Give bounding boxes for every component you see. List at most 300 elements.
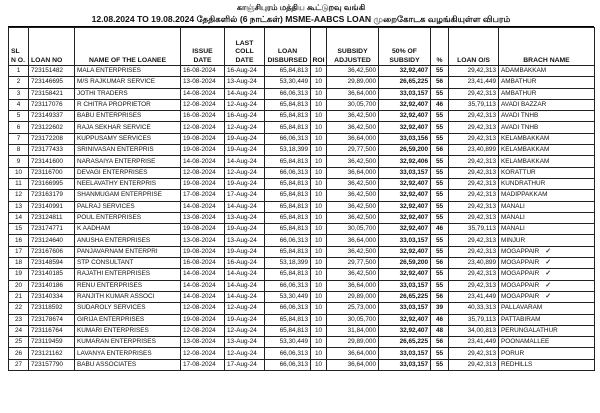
cell-loan-no-text: 723119459 [31, 338, 63, 346]
cell-branch [499, 269, 595, 280]
cell-half-subsidy-text: 32,92,407 [399, 225, 428, 233]
cell-branch [499, 178, 595, 189]
cell-half-subsidy-text: 32,92,407 [399, 247, 428, 255]
cell-roi [311, 314, 327, 325]
cell-issue-date [181, 167, 225, 178]
cell-loanee-name [75, 269, 181, 280]
cell-branch-text: MADIPPAKKAM [501, 191, 548, 199]
cell-loanee-name [75, 77, 181, 88]
cell-branch-text: MOGAPPAIR [501, 293, 540, 301]
table-row [9, 77, 595, 88]
cell-loan-disbursed [265, 145, 311, 156]
cell-half-subsidy-text: 32,92,407 [399, 270, 428, 278]
cell-percent [431, 235, 449, 246]
cell-loanee-name [75, 314, 181, 325]
table-row [9, 325, 595, 336]
loan-table [8, 27, 595, 371]
cell-percent-text: 55 [435, 214, 444, 221]
cell-last-coll-date-text: 13-Aug-24 [227, 236, 257, 244]
cell-roi-text: 10 [314, 315, 323, 323]
cell-half-subsidy-text: 33,03,157 [399, 168, 428, 176]
cell-subsidy-adjusted [327, 269, 379, 280]
cell-issue-date [181, 325, 225, 336]
cell-subsidy-adjusted-text: 36,64,000 [347, 349, 376, 357]
cell-percent-text: 55 [435, 247, 444, 255]
cell-loan-disbursed [265, 303, 311, 314]
cell-roi-text: 10 [314, 101, 323, 109]
cell-roi-text: 10 [314, 134, 323, 142]
cell-half-subsidy [379, 235, 431, 246]
cell-loan-disbursed [265, 325, 311, 336]
cell-subsidy-adjusted [327, 66, 379, 77]
cell-sl-no [9, 190, 29, 201]
cell-issue-date-text: 13-08-2024 [183, 214, 216, 221]
cell-loan-disbursed [265, 133, 311, 144]
check-mark-icon: ✓ [545, 281, 552, 289]
cell-issue-date-text: 19-08-2024 [183, 146, 216, 154]
cell-issue-date-text: 12-08-2024 [183, 123, 216, 131]
cell-loanee-name [75, 99, 181, 110]
cell-last-coll-date [225, 99, 265, 110]
cell-half-subsidy-text: 32,92,407 [399, 202, 428, 210]
cell-percent [431, 314, 449, 325]
cell-loanee-name [75, 167, 181, 178]
cell-percent-text: 55 [435, 134, 444, 142]
cell-branch [499, 348, 595, 359]
cell-half-subsidy [379, 212, 431, 223]
cell-loan-no [29, 190, 75, 201]
cell-loan-os-text: 35,79,113 [468, 101, 496, 109]
cell-sl-no-text: 1 [16, 67, 21, 75]
cell-half-subsidy [379, 359, 431, 370]
cell-roi [311, 246, 327, 257]
cell-branch [499, 235, 595, 246]
cell-last-coll-date [225, 314, 265, 325]
cell-half-subsidy-text: 33,03,156 [399, 134, 428, 142]
cell-half-subsidy-text: 26,59,200 [399, 259, 428, 267]
cell-loan-no [29, 111, 75, 122]
cell-half-subsidy-text: 26,65,225 [399, 293, 428, 301]
cell-sl-no [9, 122, 29, 133]
cell-half-subsidy [379, 190, 431, 201]
cell-loan-os-text: 23,40,899 [467, 146, 496, 154]
cell-last-coll-date [225, 303, 265, 314]
cell-issue-date-text: 19-08-2024 [183, 180, 216, 188]
col-header-subsidy-adjusted: SUBSIDY ADJUSTED [327, 28, 379, 66]
cell-loan-no-text: 723177433 [31, 146, 63, 154]
cell-sl-no-text: 23 [14, 315, 23, 323]
cell-loan-os [449, 111, 499, 122]
cell-loan-os-text: 23,41,449 [467, 293, 496, 301]
col-header-loan-no: LOAN NO [29, 28, 75, 66]
cell-subsidy-adjusted-text: 36,42,500 [347, 112, 376, 120]
cell-loan-os [449, 167, 499, 178]
cell-percent-text: 55 [435, 270, 444, 278]
cell-roi-text: 10 [314, 123, 323, 131]
cell-loan-no [29, 235, 75, 246]
cell-subsidy-adjusted [327, 246, 379, 257]
cell-loan-os [449, 269, 499, 280]
cell-branch [499, 224, 595, 235]
cell-subsidy-adjusted [327, 145, 379, 156]
cell-percent-text: 55 [435, 281, 444, 289]
report-subtitle: 12.08.2024 TO 19.08.2024 தேதிகளில் (6 நாட்கள்) MSME-AABCS LOAN முறைகோடக வழங்கியுள்ள விபரம் [8, 14, 594, 27]
cell-issue-date [181, 156, 225, 167]
cell-loan-os-text: 23,40,899 [467, 259, 496, 267]
cell-loan-no-text: 723140991 [31, 202, 63, 210]
cell-last-coll-date [225, 359, 265, 370]
cell-last-coll-date [225, 280, 265, 291]
document-sheet [8, 0, 594, 371]
cell-loanee-name-text: K AADHAM [77, 225, 111, 233]
cell-branch [499, 77, 595, 88]
cell-branch [499, 258, 595, 269]
cell-roi [311, 99, 327, 110]
cell-loan-disbursed [265, 359, 311, 370]
cell-loanee-name-text: KUMARAN ENTERPRISES [77, 338, 156, 346]
cell-subsidy-adjusted [327, 314, 379, 325]
cell-issue-date [181, 314, 225, 325]
cell-loan-disbursed [265, 77, 311, 88]
cell-loanee-name-text: KUMARI ENTERPRISES [77, 326, 149, 334]
cell-percent [431, 258, 449, 269]
cell-half-subsidy-text: 33,03,157 [399, 236, 428, 244]
cell-loan-disbursed-text: 66,06,313 [279, 89, 308, 97]
cell-loan-no [29, 280, 75, 291]
cell-issue-date-text: 17-08-2024 [183, 191, 216, 199]
cell-loan-os [449, 280, 499, 291]
cell-percent [431, 66, 449, 77]
cell-subsidy-adjusted-text: 36,42,500 [347, 157, 376, 165]
table-row [9, 246, 595, 257]
cell-roi [311, 66, 327, 77]
cell-roi-text: 10 [314, 214, 323, 221]
cell-loanee-name-text: SUDAROLY SERVICES [77, 304, 146, 312]
cell-half-subsidy-text: 33,03,157 [399, 360, 428, 368]
cell-loan-disbursed [265, 246, 311, 257]
cell-loan-os [449, 235, 499, 246]
cell-subsidy-adjusted-text: 36,42,500 [347, 202, 376, 210]
cell-subsidy-adjusted [327, 133, 379, 144]
cell-roi-text: 10 [314, 236, 323, 244]
cell-roi [311, 348, 327, 359]
cell-sl-no [9, 348, 29, 359]
cell-half-subsidy-text: 33,03,157 [399, 281, 428, 289]
cell-loan-os-text: 23,41,449 [467, 78, 496, 86]
table-row [9, 348, 595, 359]
cell-roi-text: 10 [314, 304, 323, 312]
cell-roi-text: 10 [314, 180, 323, 188]
col-header-percent: % [431, 28, 449, 66]
cell-issue-date [181, 145, 225, 156]
cell-loan-os-text: 35,79,113 [468, 225, 496, 233]
cell-loanee-name [75, 246, 181, 257]
cell-roi [311, 201, 327, 212]
cell-last-coll-date [225, 269, 265, 280]
cell-roi-text: 10 [314, 293, 323, 301]
cell-loan-no-text: 723167606 [31, 247, 63, 255]
cell-loan-no [29, 246, 75, 257]
cell-loanee-name [75, 88, 181, 99]
cell-branch-text: KUNDRATHUR [501, 180, 546, 188]
cell-loan-no-text: 723124640 [31, 236, 63, 244]
cell-loan-no-text: 723163179 [31, 191, 63, 199]
cell-subsidy-adjusted-text: 31,84,000 [347, 326, 376, 334]
cell-subsidy-adjusted [327, 337, 379, 348]
cell-roi [311, 122, 327, 133]
cell-percent [431, 111, 449, 122]
cell-last-coll-date [225, 348, 265, 359]
cell-roi [311, 111, 327, 122]
cell-half-subsidy [379, 77, 431, 88]
cell-sl-no [9, 258, 29, 269]
cell-loan-no [29, 337, 75, 348]
cell-loanee-name-text: M/S RAJKUMAR SERVICE [77, 78, 156, 86]
cell-last-coll-date [225, 178, 265, 189]
cell-roi-text: 10 [314, 146, 323, 154]
cell-sl-no-text: 5 [16, 112, 21, 120]
cell-percent-text: 55 [435, 349, 444, 357]
cell-last-coll-date [225, 77, 265, 88]
cell-issue-date [181, 178, 225, 189]
cell-branch-text: PORUR [501, 349, 525, 357]
cell-loanee-name [75, 258, 181, 269]
cell-loan-no-text: 723118592 [31, 304, 63, 312]
cell-percent [431, 291, 449, 302]
cell-loan-os-text: 29,42,313 [467, 191, 496, 199]
cell-loanee-name [75, 325, 181, 336]
cell-loan-os-text: 29,42,313 [467, 134, 496, 142]
cell-half-subsidy [379, 99, 431, 110]
cell-branch-text: MANALI [501, 225, 525, 233]
cell-sl-no [9, 201, 29, 212]
cell-sl-no-text: 17 [14, 247, 23, 255]
col-header-sl: SL N O. [9, 28, 29, 66]
cell-loanee-name [75, 235, 181, 246]
cell-last-coll-date [225, 212, 265, 223]
cell-subsidy-adjusted-text: 29,89,000 [347, 338, 376, 346]
cell-last-coll-date [225, 246, 265, 257]
cell-loan-disbursed [265, 291, 311, 302]
cell-issue-date [181, 66, 225, 77]
cell-subsidy-adjusted [327, 178, 379, 189]
cell-subsidy-adjusted-text: 36,64,000 [347, 281, 376, 289]
cell-half-subsidy-text: 32,92,407 [399, 123, 428, 131]
cell-issue-date [181, 122, 225, 133]
cell-loan-os [449, 156, 499, 167]
cell-branch-text: KELAMBAKKAM [501, 134, 550, 142]
cell-last-coll-date-text: 13-Aug-24 [227, 214, 257, 221]
cell-branch-text: PATTABIRAM [501, 315, 541, 323]
cell-loan-os [449, 77, 499, 88]
cell-half-subsidy [379, 156, 431, 167]
cell-last-coll-date-text: 14-Aug-24 [227, 270, 257, 278]
table-row [9, 291, 595, 302]
cell-roi [311, 77, 327, 88]
col-header-last-coll-date: LAST COLL DATE [225, 28, 265, 66]
cell-loan-disbursed-text: 65,84,813 [279, 191, 308, 199]
cell-branch-text: KELAMBAKKAM [501, 146, 550, 154]
cell-loan-no-text: 723140186 [31, 281, 63, 289]
cell-last-coll-date-text: 12-Aug-24 [227, 101, 257, 109]
cell-percent [431, 167, 449, 178]
cell-last-coll-date [225, 88, 265, 99]
cell-percent-text: 55 [435, 360, 444, 368]
cell-last-coll-date-text: 19-Aug-24 [227, 134, 257, 142]
cell-loan-disbursed-text: 65,84,813 [279, 157, 308, 165]
cell-loan-no [29, 66, 75, 77]
cell-subsidy-adjusted-text: 30,05,700 [347, 101, 376, 109]
cell-last-coll-date-text: 19-Aug-24 [227, 146, 257, 154]
cell-percent [431, 348, 449, 359]
cell-subsidy-adjusted-text: 36,42,500 [347, 247, 376, 255]
table-row [9, 212, 595, 223]
cell-last-coll-date-text: 14-Aug-24 [227, 202, 257, 210]
cell-sl-no-text: 25 [14, 338, 23, 346]
cell-subsidy-adjusted [327, 303, 379, 314]
cell-loan-no-text: 723174771 [31, 225, 63, 233]
cell-subsidy-adjusted [327, 280, 379, 291]
cell-loanee-name [75, 337, 181, 348]
cell-loan-no [29, 122, 75, 133]
col-header-loan-os: LOAN O/S [449, 28, 499, 66]
cell-loan-disbursed-text: 66,06,313 [279, 304, 308, 312]
cell-loan-os [449, 178, 499, 189]
cell-branch [499, 66, 595, 77]
table-row [9, 99, 595, 110]
cell-loan-os [449, 212, 499, 223]
cell-last-coll-date [225, 258, 265, 269]
cell-sl-no [9, 337, 29, 348]
cell-loan-disbursed-text: 53,18,399 [279, 259, 308, 267]
cell-loanee-name [75, 66, 181, 77]
cell-loanee-name-text: GIRIJA ENTERPRISES [77, 315, 145, 323]
cell-half-subsidy [379, 258, 431, 269]
cell-loan-no-text: 723140185 [31, 270, 63, 278]
cell-loan-os-text: 40,33,313 [467, 304, 496, 312]
cell-loan-no [29, 348, 75, 359]
table-row [9, 190, 595, 201]
cell-half-subsidy [379, 133, 431, 144]
cell-percent [431, 145, 449, 156]
cell-last-coll-date-text: 16-Aug-24 [227, 112, 257, 120]
cell-loan-os-text: 29,42,313 [467, 236, 496, 244]
cell-subsidy-adjusted [327, 77, 379, 88]
cell-issue-date-text: 12-08-2024 [183, 326, 216, 334]
cell-branch-text: AVADI TNHB [501, 112, 539, 120]
cell-branch [499, 111, 595, 122]
cell-loanee-name-text: RAJA SEKHAR SERVICE [77, 123, 151, 131]
cell-branch-text: MINJUR [501, 236, 526, 244]
cell-loan-disbursed-text: 65,84,813 [279, 326, 308, 334]
cell-issue-date-text: 16-08-2024 [183, 67, 216, 75]
cell-percent-text: 55 [435, 202, 444, 210]
cell-loan-disbursed [265, 314, 311, 325]
cell-branch-text: PERUNGALATHUR [501, 326, 558, 334]
cell-last-coll-date-text: 19-Aug-24 [227, 180, 257, 188]
cell-roi [311, 133, 327, 144]
cell-issue-date-text: 12-08-2024 [183, 349, 216, 357]
cell-loanee-name-text: BABU ENTERPRISES [77, 112, 142, 120]
cell-loanee-name-text: R CHITRA PROPRIETOR [77, 101, 151, 109]
cell-subsidy-adjusted-text: 29,77,500 [347, 146, 376, 154]
cell-issue-date-text: 13-08-2024 [183, 236, 216, 244]
cell-percent-text: 46 [435, 315, 444, 323]
cell-last-coll-date-text: 12-Aug-24 [227, 168, 257, 176]
cell-loan-os [449, 258, 499, 269]
cell-subsidy-adjusted [327, 201, 379, 212]
cell-loan-disbursed-text: 65,84,813 [279, 315, 308, 323]
cell-last-coll-date [225, 167, 265, 178]
table-row [9, 280, 595, 291]
cell-loanee-name-text: PANJAVARNAM ENTERPRI [77, 247, 158, 255]
cell-sl-no-text: 15 [14, 225, 23, 233]
cell-last-coll-date [225, 133, 265, 144]
table-row [9, 88, 595, 99]
cell-loanee-name-text: NARASAIYA ENTERPRISE [77, 157, 156, 165]
cell-loanee-name-text: NEELAVATHY ENTERPRIS [77, 180, 157, 188]
cell-loan-disbursed-text: 65,84,813 [279, 101, 308, 109]
cell-sl-no-text: 19 [14, 270, 23, 278]
table-row [9, 337, 595, 348]
cell-subsidy-adjusted-text: 29,89,000 [347, 293, 376, 301]
cell-sl-no-text: 3 [16, 89, 21, 97]
cell-loan-disbursed [265, 212, 311, 223]
cell-sl-no [9, 291, 29, 302]
cell-loan-os [449, 66, 499, 77]
cell-loan-no-text: 723122602 [31, 123, 63, 131]
cell-loanee-name [75, 111, 181, 122]
cell-loan-no [29, 99, 75, 110]
cell-last-coll-date [225, 156, 265, 167]
col-header-loanee: NAME OF THE LOANEE [75, 28, 181, 66]
cell-sl-no [9, 212, 29, 223]
col-header-issue-date: ISSUE DATE [181, 28, 225, 66]
cell-loan-disbursed [265, 167, 311, 178]
cell-sl-no [9, 280, 29, 291]
cell-issue-date-text: 12-08-2024 [183, 101, 216, 109]
cell-loan-disbursed-text: 65,84,813 [279, 225, 308, 233]
table-row [9, 269, 595, 280]
cell-percent-text: 55 [435, 191, 444, 199]
cell-loan-os-text: 29,42,313 [467, 67, 496, 75]
cell-subsidy-adjusted [327, 111, 379, 122]
cell-last-coll-date-text: 14-Aug-24 [227, 157, 257, 165]
cell-loanee-name [75, 280, 181, 291]
cell-subsidy-adjusted [327, 258, 379, 269]
cell-loanee-name-text: MALA ENTERPRISES [77, 67, 141, 75]
cell-sl-no [9, 167, 29, 178]
check-mark-icon: ✓ [545, 247, 552, 255]
cell-roi-text: 10 [314, 259, 323, 267]
cell-loanee-name-text: RANJITH KUMAR ASSOCI [77, 293, 155, 301]
table-row [9, 224, 595, 235]
cell-half-subsidy [379, 201, 431, 212]
cell-percent-text: 56 [435, 338, 444, 346]
table-row [9, 133, 595, 144]
cell-branch-text: AMBATHUR [501, 78, 537, 86]
cell-issue-date-text: 14-08-2024 [183, 293, 216, 301]
cell-percent [431, 133, 449, 144]
cell-percent-text: 55 [435, 89, 444, 97]
cell-percent [431, 99, 449, 110]
cell-half-subsidy [379, 246, 431, 257]
cell-subsidy-adjusted [327, 359, 379, 370]
cell-half-subsidy [379, 325, 431, 336]
cell-half-subsidy-text: 26,65,225 [399, 78, 428, 86]
cell-percent-text: 55 [435, 180, 444, 188]
cell-loanee-name-text: ANUSHA ENTERPRISES [77, 236, 151, 244]
